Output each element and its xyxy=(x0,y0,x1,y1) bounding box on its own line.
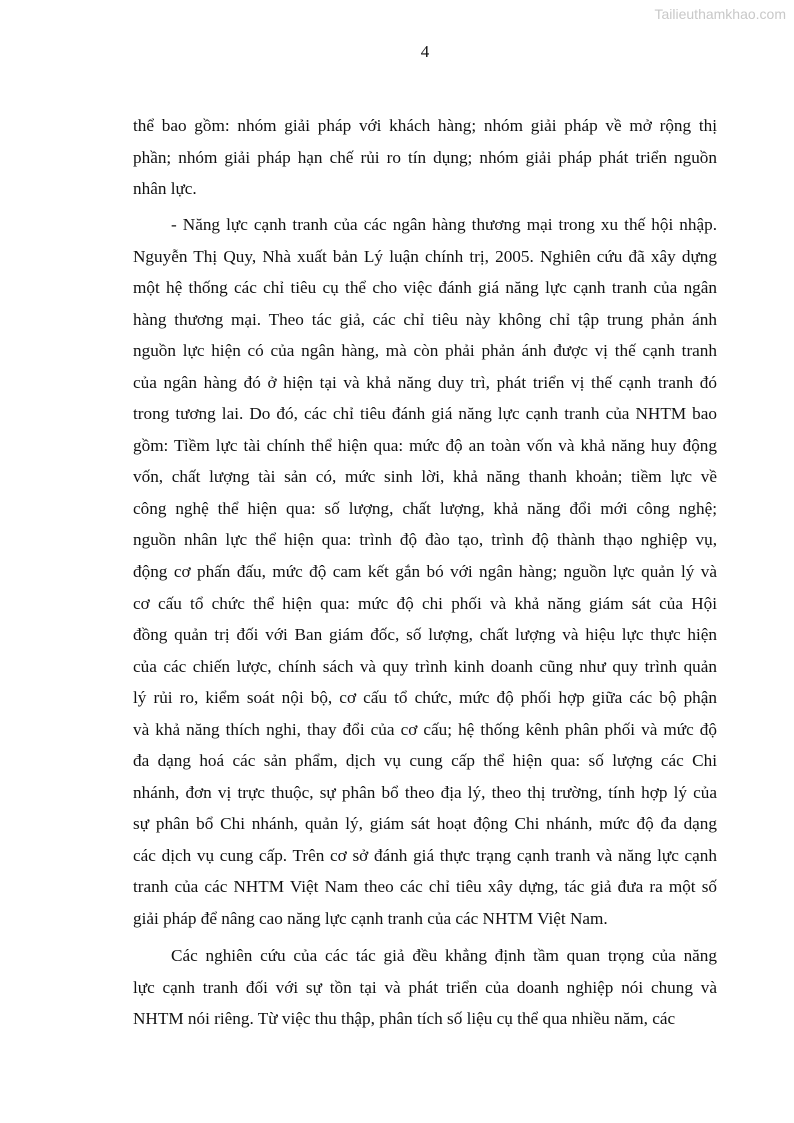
text-line: trong tương lai. Do đó, các chỉ tiêu đánh giá năng lực cạnh tranh của NHTM bao xyxy=(133,404,717,424)
text-line: một hệ thống các chỉ tiêu cụ thể cho việc đánh giá năng lực cạnh tranh của ngân xyxy=(133,278,717,298)
text-line: và khả năng thích nghi, thay đổi của cơ cấu; hệ thống kênh phân phối và mức độ xyxy=(133,719,717,739)
text-line: NHTM nói riêng. Từ việc thu thập, phân tích số liệu cụ thể qua nhiều năm, các xyxy=(133,1009,676,1029)
text-line: nguồn lực hiện có của ngân hàng, mà còn phải phản ánh được vị thế cạnh tranh xyxy=(133,341,717,361)
text-line: Nguyễn Thị Quy, Nhà xuất bản Lý luận chính trị, 2005. Nghiên cứu đã xây dựng xyxy=(133,246,717,266)
text-line: nhân lực. xyxy=(133,179,197,199)
text-line: hàng thương mại. Theo tác giả, các chỉ tiêu này không chỉ tập trung phản ánh xyxy=(133,309,717,329)
text-line: công nghệ thể hiện qua: số lượng, chất lượng, khả năng đổi mới công nghệ; xyxy=(133,498,717,518)
text-line: sự phân bổ Chi nhánh, quản lý, giám sát hoạt động Chi nhánh, mức độ đa dạng xyxy=(133,814,717,834)
paragraph-1 xyxy=(133,110,717,205)
text-line: nhánh, đơn vị trực thuộc, sự phân bổ theo địa lý, theo thị trường, tính hợp lý của xyxy=(133,782,717,802)
text-line: vốn, chất lượng tài sản có, mức sinh lời, khả năng thanh khoản; tiềm lực về xyxy=(133,467,717,487)
text-line: đồng quản trị đối với Ban giám đốc, số lượng, chất lượng và hiệu lực thực hiện xyxy=(133,625,717,645)
text-line: cơ cấu tổ chức thể hiện qua: mức độ chi phối và khả năng giám sát của Hội xyxy=(133,593,717,613)
paragraph-2 xyxy=(133,209,717,935)
text-line: lý rủi ro, kiểm soát nội bộ, cơ cấu tổ chức, mức độ phối hợp giữa các bộ phận xyxy=(133,688,717,708)
text-line: của ngân hàng đó ở hiện tại và khả năng duy trì, phát triển vị thế cạnh tranh đó xyxy=(133,372,717,392)
text-line: của các chiến lược, chính sách và quy trình kinh doanh cũng như quy trình quản xyxy=(133,656,717,676)
text-line: giải pháp để nâng cao năng lực cạnh tranh của các NHTM Việt Nam. xyxy=(133,909,608,929)
watermark: Tailieuthamkhao.com xyxy=(654,6,786,22)
text-line: các dịch vụ cung cấp. Trên cơ sở đánh giá thực trạng cạnh tranh và năng lực cạnh xyxy=(133,845,717,865)
text-line: lực cạnh tranh đối với sự tồn tại và phát triển của doanh nghiệp nói chung và xyxy=(133,977,717,997)
paragraph-3 xyxy=(133,940,717,1035)
text-line: thể bao gồm: nhóm giải pháp với khách hàng; nhóm giải pháp về mở rộng thị xyxy=(133,116,717,135)
text-line: đa dạng hoá các sản phẩm, dịch vụ cung cấp thể hiện qua: số lượng các Chi xyxy=(133,751,717,771)
text-line: nguồn nhân lực thể hiện qua: trình độ đào tạo, trình độ thành thạo nghiệp vụ, xyxy=(133,530,717,550)
text-line: tranh của các NHTM Việt Nam theo các chỉ tiêu xây dựng, tác giả đưa ra một số xyxy=(133,877,717,897)
page-number: 4 xyxy=(420,42,430,61)
text-line: động cơ phấn đấu, mức độ cam kết gắn bó với ngân hàng; nguồn lực quản lý và xyxy=(133,562,717,582)
text-line: phần; nhóm giải pháp hạn chế rủi ro tín dụng; nhóm giải pháp phát triển nguồn xyxy=(133,147,717,167)
text-line: Các nghiên cứu của các tác giả đều khẳng định tầm quan trọng của năng xyxy=(171,946,717,965)
text-line: gồm: Tiềm lực tài chính thể hiện qua: mức độ an toàn vốn và khả năng huy động xyxy=(133,435,717,455)
text-line: - Năng lực cạnh tranh của các ngân hàng thương mại trong xu thế hội nhập. xyxy=(171,215,717,234)
